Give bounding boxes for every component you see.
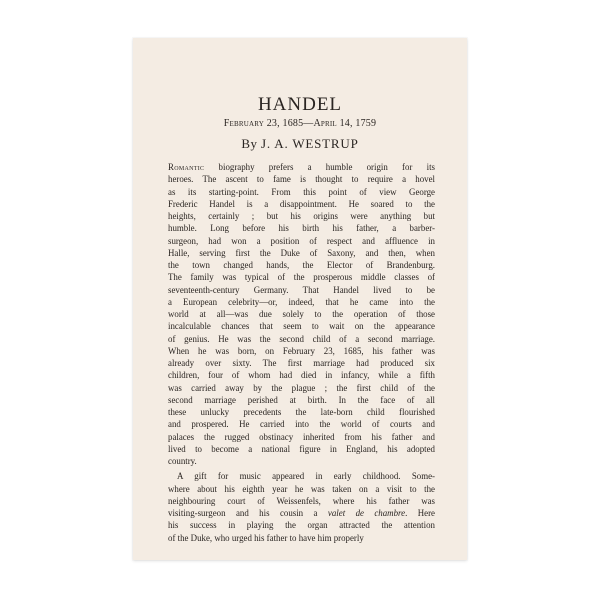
text-line	[168, 271, 435, 283]
line-text: second marriage perished at birth. In the face of all	[168, 394, 435, 405]
text-line	[168, 443, 435, 455]
text-line	[168, 296, 435, 308]
line-text: palaces the rugged obstinacy inherited from his father and	[168, 431, 435, 442]
line-text: Frederic Handel is a disappointment. He soared to the	[168, 198, 435, 209]
paragraph	[168, 470, 435, 544]
text-line	[168, 532, 435, 544]
line-text: as its starting-point. From this point of view George	[168, 186, 435, 197]
line-text: . Here	[405, 508, 435, 518]
text-line	[168, 186, 435, 198]
text-line	[168, 210, 435, 222]
line-text: heroes. The ascent to fame is thought to require a hovel	[168, 174, 435, 185]
text-line	[168, 247, 435, 259]
line-text: surgeon, had won a position of respect and affluence in	[168, 235, 435, 246]
line-text: seventeenth-century Germany. That Handel lived to be	[168, 284, 435, 295]
text-line	[168, 382, 435, 394]
text-line	[168, 308, 435, 320]
book-page	[133, 38, 467, 560]
text-line	[168, 431, 435, 443]
text-line	[168, 259, 435, 271]
article-title: HANDEL	[257, 94, 343, 115]
text-line	[168, 222, 435, 234]
text-line	[168, 173, 435, 185]
line-text: and prospered. He carried into the world of courts and	[168, 419, 435, 430]
line-text: was carried away by the plague ; the first child of the	[168, 382, 435, 393]
line-text: country.	[168, 456, 197, 466]
text-line	[168, 470, 435, 482]
line-text: a European celebrity—or, indeed, that he came into the	[168, 296, 435, 307]
line-text: Halle, serving first the Duke of Saxony, and then, when	[168, 247, 435, 258]
italic-phrase: valet de chambre	[327, 508, 406, 518]
text-line	[168, 519, 435, 531]
line-text: these unlucky precedents the late-born child flourished	[168, 407, 435, 417]
text-line	[168, 161, 435, 173]
text-line	[168, 507, 435, 519]
line-text: neighbouring court of Weissenfels, where his father was	[168, 495, 435, 506]
text-line	[168, 483, 435, 495]
text-line	[168, 235, 435, 247]
text-line	[168, 495, 435, 507]
article-byline	[133, 136, 467, 152]
byline-prefix: By	[241, 136, 258, 151]
line-text: lived to become a national figure in England, his adopted	[168, 443, 435, 454]
text-line	[168, 455, 435, 467]
line-text: the town changed hands, the Elector of Brandenburg.	[168, 260, 435, 270]
text-line	[168, 369, 435, 381]
line-text: of the Duke, who urged his father to have him properly	[168, 532, 364, 543]
author-name: J. A. WESTRUP	[261, 136, 359, 151]
line-text: where about his eighth year he was taken on a visit to the	[168, 483, 435, 494]
text-line	[168, 394, 435, 406]
line-text: incalculable chances that seem to wait on the appearance	[168, 321, 435, 332]
line-text: his success in playing the organ attracted the attention	[168, 520, 435, 531]
line-text: The family was typical of the prosperous middle classes of	[168, 272, 435, 283]
text-line	[168, 320, 435, 332]
line-text: biography prefers a humble origin for its	[204, 162, 435, 172]
paragraph	[168, 161, 435, 467]
text-line	[168, 406, 435, 418]
line-text: A gift for music appeared in early childhood. Some-	[177, 471, 435, 482]
line-text: children, four of whom had died in infancy, while a fifth	[168, 370, 435, 381]
article-dates: February 23, 1685—April 14, 1759	[223, 118, 377, 129]
line-text: When he was born, on February 23, 1685, his father was	[168, 345, 435, 356]
lead-word: Romantic	[168, 162, 205, 172]
article-body	[168, 161, 435, 544]
line-text: of genius. He was the second child of a second marriage.	[168, 333, 435, 344]
line-text: visiting-surgeon and his cousin a	[168, 508, 328, 518]
text-line	[168, 333, 435, 345]
text-line	[168, 198, 435, 210]
line-text: humble. Long before his birth his father, a barber-	[168, 223, 435, 234]
line-text: heights, certainly ; but his origins were anything but	[168, 211, 435, 221]
text-line	[168, 418, 435, 430]
text-line	[168, 284, 435, 296]
text-line	[168, 357, 435, 369]
line-text: world at all—was due solely to the operation of those	[168, 309, 435, 319]
text-line	[168, 345, 435, 357]
line-text: already over sixty. The first marriage had produced six	[168, 358, 435, 368]
